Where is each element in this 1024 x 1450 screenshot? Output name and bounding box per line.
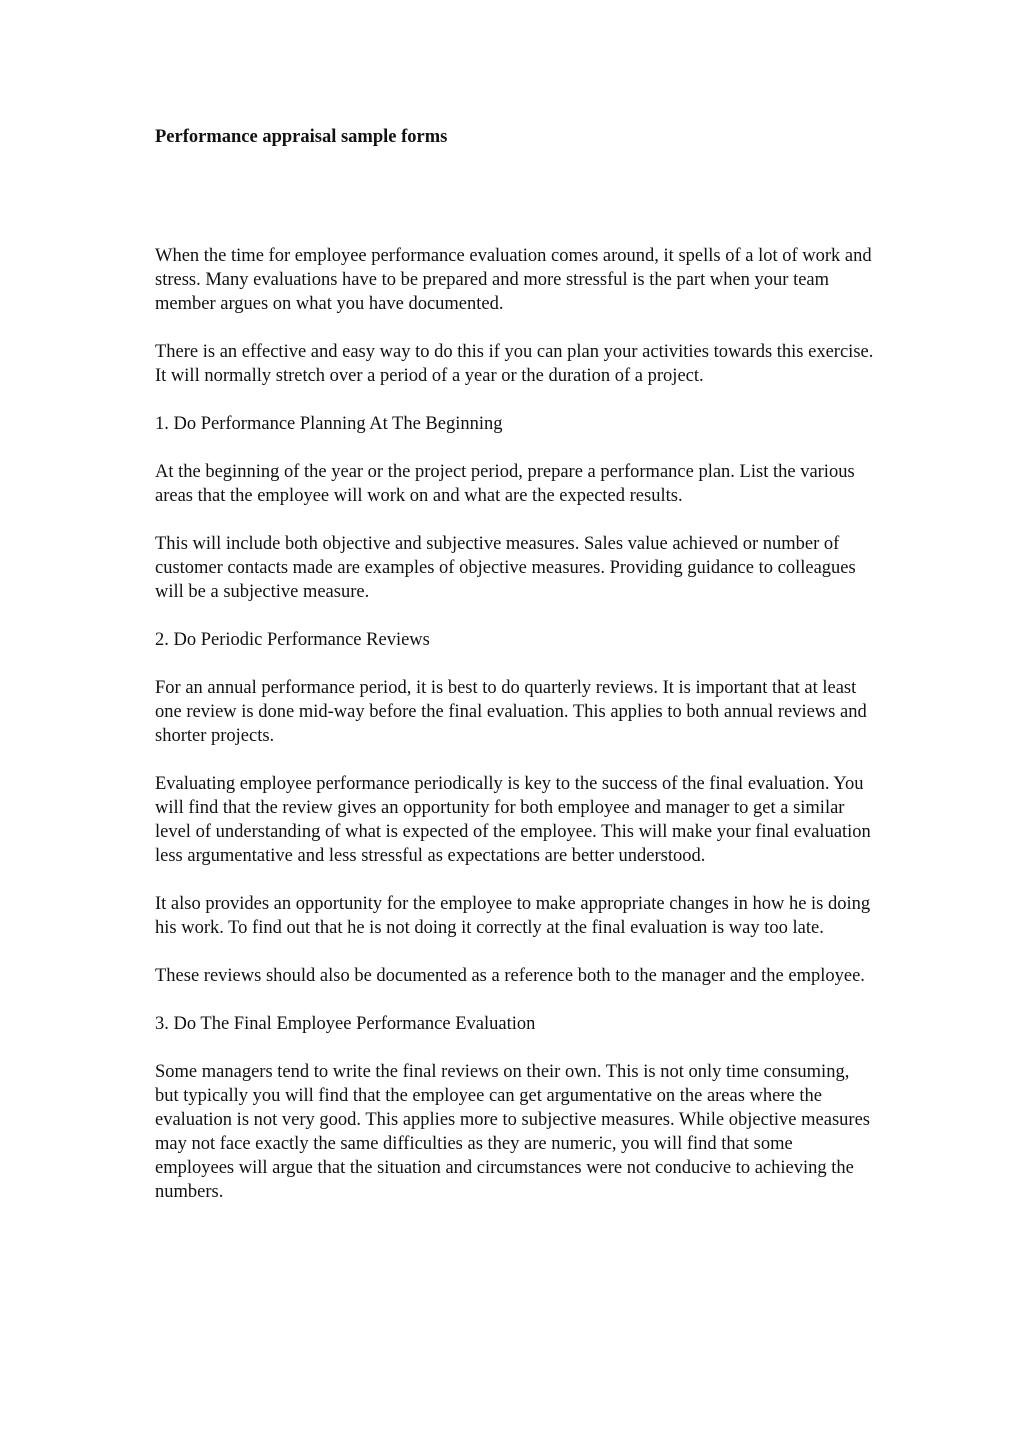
paragraph-documentation: These reviews should also be documented as a reference both to the manager and the employee. (155, 966, 865, 986)
paragraph-measures: This will include both objective and subjective measures. Sales value achieved or number of customer contacts made are examples of objective measures. Providing guidance to colleagues will be a subjective measure. (155, 534, 856, 602)
paragraph-approach: There is an effective and easy way to do this if you can plan your activities towards this exercise. It will normally stretch over a period of a year or the duration of a project. (155, 342, 874, 386)
paragraph-opportunity: It also provides an opportunity for the employee to make appropriate changes in how he is doing his work. To find out that he is not doing it correctly at the final evaluation is way too late. (155, 894, 871, 938)
paragraph-quarterly-reviews: For an annual performance period, it is best to do quarterly reviews. It is important that at least one review is done mid-way before the final evaluation. This applies to both annual reviews and shorter projects. (155, 678, 867, 746)
section-heading-final-evaluation: 3. Do The Final Employee Performance Evaluation (155, 1014, 536, 1034)
document-title: Performance appraisal sample forms (155, 127, 448, 147)
document-body (155, 244, 875, 1228)
paragraph-periodic-evaluation: Evaluating employee performance periodically is key to the success of the final evaluation. You will find that the review gives an opportunity for both employee and manager to get a similar level of understanding of what is expected of the employee. This will make your final evaluation less argumentative and less stressful as expectations are better understood. (155, 774, 871, 866)
paragraph-planning: At the beginning of the year or the project period, prepare a performance plan. List the various areas that the employee will work on and what are the expected results. (155, 462, 855, 506)
section-heading-reviews: 2. Do Periodic Performance Reviews (155, 630, 430, 650)
section-heading-planning: 1. Do Performance Planning At The Beginning (155, 414, 503, 434)
paragraph-final-reviews: Some managers tend to write the final reviews on their own. This is not only time consuming, but typically you will find that the employee can get argumentative on the areas where the evaluation is not very good. This applies more to subjective measures. While objective measures may not face exactly the same difficulties as they are numeric, you will find that some employees will argue that the situation and circumstances were not conducive to achieving the numbers. (155, 1062, 870, 1202)
paragraph-intro: When the time for employee performance evaluation comes around, it spells of a lot of work and stress. Many evaluations have to be prepared and more stressful is the part when your team member argues on what you have documented. (155, 246, 872, 314)
